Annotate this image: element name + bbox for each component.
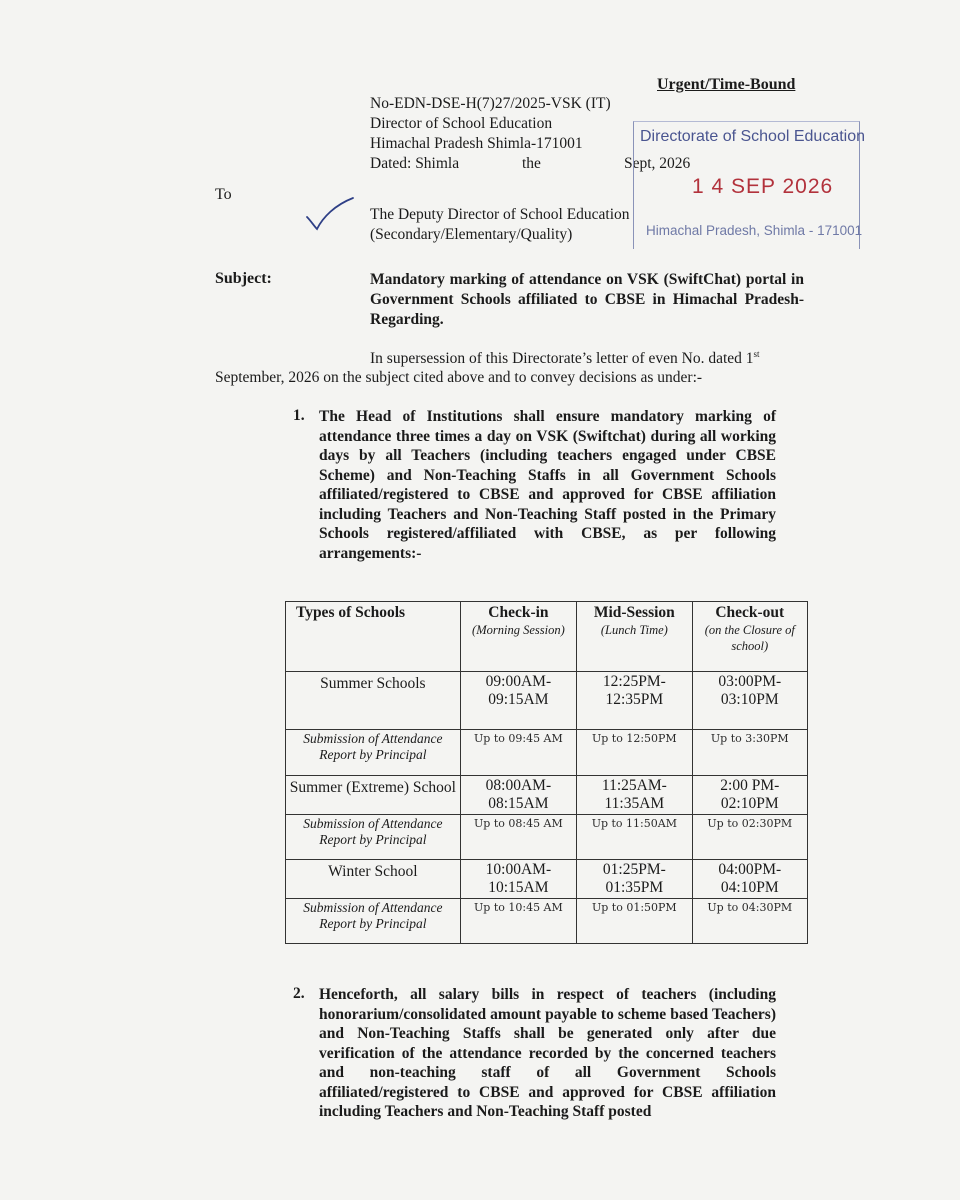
mid-session-deadline-cell: Up to 11:50AM xyxy=(577,815,692,860)
mid-session-cell: 01:25PM-01:35PM xyxy=(577,860,692,899)
to-label: To xyxy=(215,186,232,203)
item-text: The Head of Institutions shall ensure mandatory marking of attendance three times a day on VSK (Swiftchat) during all working days by all Teachers (including teachers engaged under CBSE Scheme) and Non-Teaching Staffs in all Government Schools affiliated/registered to CBSE and approved for CBSE affiliation including Teachers and Non-Teaching Staff posted in the Primary Schools registered/affiliated with CBSE, as per following arrangements:- xyxy=(319,408,776,562)
checkout-cell: 2:00 PM-02:10PM xyxy=(692,776,807,815)
mid-session-deadline-cell: Up to 01:50PM xyxy=(577,899,692,944)
table-row xyxy=(286,860,808,899)
school-type-cell: Summer Schools xyxy=(286,672,461,730)
urgent-label: Urgent/Time-Bound xyxy=(657,76,796,93)
checkout-deadline-cell: Up to 04:30PM xyxy=(692,899,807,944)
intro-line-1-text: In supersession of this Directorate’s letter of even No. dated 1 xyxy=(370,350,754,368)
table-row xyxy=(286,815,808,860)
recipient-block xyxy=(370,205,630,245)
item-text: Henceforth, all salary bills in respect of teachers (including honorarium/consolidated amount payable to scheme based Teachers) and Non-Teaching Staffs shall be generated only after due verification of the attendance recorded by the concerned teachers and non-teaching staff of all Government Schools affiliated/registered to CBSE and approved for CBSE affiliation including Teachers and Non-Teaching Staff posted xyxy=(319,986,776,1120)
checkin-deadline-cell: Up to 09:45 AM xyxy=(460,730,576,776)
submission-label-cell: Submission of Attendance Report by Principal xyxy=(286,815,461,860)
column-header-type xyxy=(286,602,461,672)
header-mid-session-note: (Lunch Time) xyxy=(600,623,668,637)
checkin-cell: 08:00AM-08:15AM xyxy=(460,776,576,815)
mid-session-cell: 11:25AM-11:35AM xyxy=(577,776,692,815)
intro-ordinal-suffix: st xyxy=(753,349,760,359)
checkin-cell: 10:00AM-10:15AM xyxy=(460,860,576,899)
header-mid-session: Mid-Session xyxy=(593,604,675,621)
checkin-deadline-cell: Up to 08:45 AM xyxy=(460,815,576,860)
mid-session-cell: 12:25PM-12:35PM xyxy=(577,672,692,730)
subject-label: Subject: xyxy=(215,270,272,287)
office-address: Himachal Pradesh Shimla-171001 xyxy=(370,135,583,152)
item-number: 1. xyxy=(293,407,305,424)
header-checkin-note: (Morning Session) xyxy=(472,623,565,637)
recipient-line-1: The Deputy Director of School Education xyxy=(370,206,630,223)
column-header-checkout xyxy=(692,602,807,672)
table-header-row xyxy=(286,602,808,672)
intro-line-1 xyxy=(370,349,760,368)
checkin-cell: 09:00AM-09:15AM xyxy=(460,672,576,730)
school-type-cell: Summer (Extreme) School xyxy=(286,776,461,815)
submission-label-cell: Submission of Attendance Report by Principal xyxy=(286,899,461,944)
header-checkin: Check-in xyxy=(488,604,549,621)
school-type-cell: Winter School xyxy=(286,860,461,899)
stamp-date: 1 4 SEP 2026 xyxy=(692,175,834,198)
checkout-deadline-cell: Up to 02:30PM xyxy=(692,815,807,860)
checkmark-icon xyxy=(305,195,357,235)
checkout-deadline-cell: Up to 3:30PM xyxy=(692,730,807,776)
column-header-mid-session xyxy=(577,602,692,672)
mid-session-deadline-cell: Up to 12:50PM xyxy=(577,730,692,776)
reference-number: No-EDN-DSE-H(7)27/2025-VSK (IT) xyxy=(370,95,611,112)
recipient-line-2: (Secondary/Elementary/Quality) xyxy=(370,226,573,243)
subject-text: Mandatory marking of attendance on VSK (SwiftChat) portal in Government Schools affiliated to CBSE in Himachal Pradesh- Regarding. xyxy=(370,271,804,328)
checkout-cell: 03:00PM-03:10PM xyxy=(692,672,807,730)
dated-label: Dated: Shimla xyxy=(370,155,460,172)
column-header-checkin xyxy=(460,602,576,672)
header-checkout-note: (on the Closure of school) xyxy=(704,623,795,653)
submission-label-cell: Submission of Attendance Report by Principal xyxy=(286,730,461,776)
checkout-cell: 04:00PM-04:10PM xyxy=(692,860,807,899)
table-row xyxy=(286,899,808,944)
receipt-stamp xyxy=(633,121,866,249)
stamp-organization: Directorate of School Education xyxy=(640,128,866,145)
item-number: 2. xyxy=(293,985,305,1002)
attendance-schedule-table xyxy=(285,601,808,944)
dated-month: Sept, 2026 xyxy=(624,155,691,172)
issuing-office: Director of School Education xyxy=(370,115,553,132)
table-row xyxy=(286,730,808,776)
dated-the: the xyxy=(522,155,541,172)
table-row xyxy=(286,776,808,815)
header-types: Types of Schools xyxy=(296,604,406,621)
stamp-place: Himachal Pradesh, Shimla - 171001 xyxy=(646,223,863,238)
intro-line-2: September, 2026 on the subject cited above and to convey decisions as under:- xyxy=(215,369,703,386)
checkin-deadline-cell: Up to 10:45 AM xyxy=(460,899,576,944)
table-row xyxy=(286,672,808,730)
header-checkout: Check-out xyxy=(715,604,785,621)
